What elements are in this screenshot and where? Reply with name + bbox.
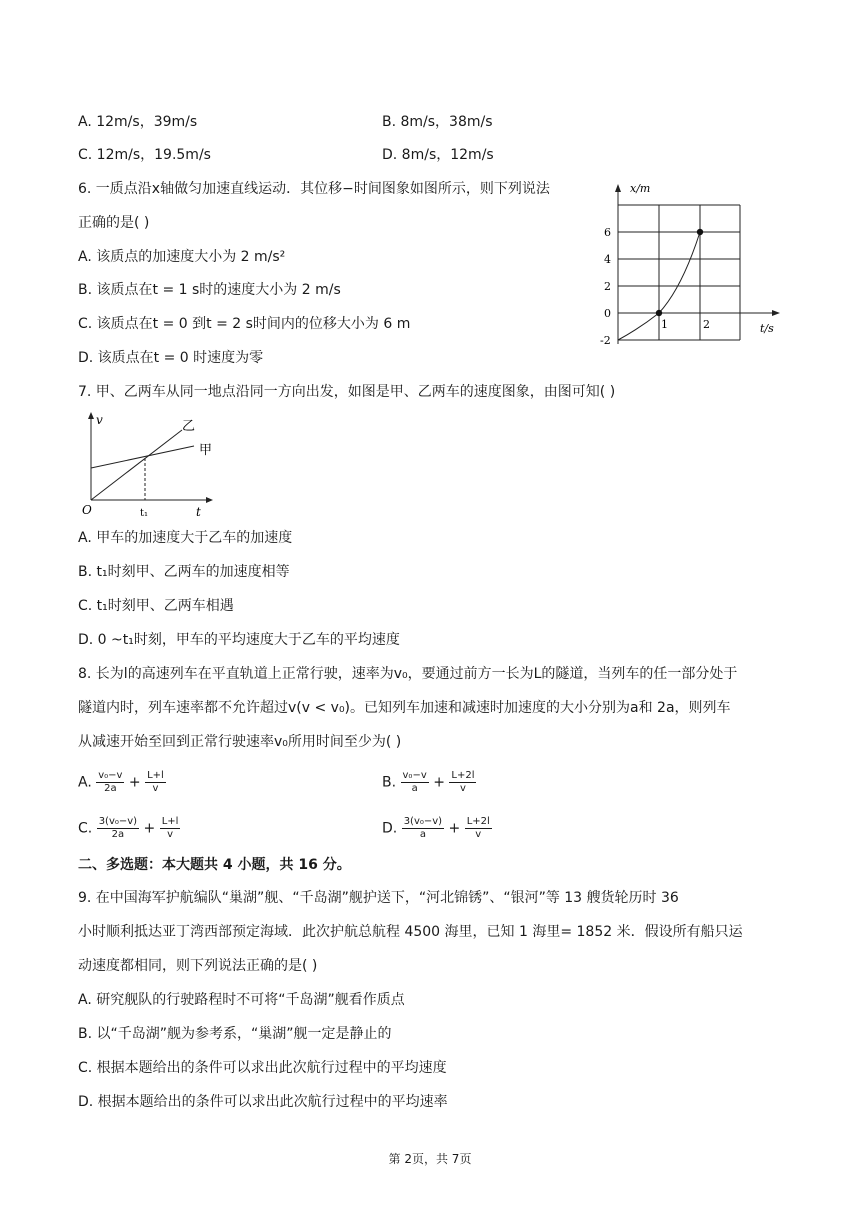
- q8-stem-line1: 8. 长为l的高速列车在平直轨道上正常行驶，速率为v₀，要通过前方一长为L的隧道，当列车的任一部分处于: [78, 666, 738, 682]
- q8-stem-line2: 隧道内时，列车速率都不允许超过v(v < v₀)。已知列车加速和减速时加速度的大小分别为a和 2a，则列车: [78, 700, 731, 716]
- page-footer: 第 2页，共 7页: [388, 1152, 472, 1166]
- q8-option-d-frac2: $\frac{L+2l}{v}$: [466, 816, 490, 840]
- q5-option-a: A. 12m/s，39m/s: [78, 114, 198, 130]
- q7-v-label: v: [96, 413, 103, 427]
- q7-t-label: t: [196, 505, 201, 519]
- q6-x-label: t/s: [760, 322, 774, 335]
- q6-option-a: A. 该质点的加速度大小为 2 m/s²: [78, 249, 286, 265]
- q6-ytick-4: 4: [604, 253, 611, 266]
- q5-option-d: D. 8m/s，12m/s: [382, 147, 494, 163]
- q9-option-b: B. 以“千岛湖”舰为参考系，“巢湖”舰一定是静止的: [78, 1026, 392, 1042]
- q6-x-arrow: [772, 310, 780, 316]
- q6-xt-graph: [590, 178, 790, 350]
- q7-stem: 7. 甲、乙两车从同一地点沿同一方向出发，如图是甲、乙两车的速度图象，由图可知( ): [78, 384, 616, 400]
- q7-option-a: A. 甲车的加速度大于乙车的加速度: [78, 530, 293, 546]
- q6-y-arrow: [615, 184, 621, 192]
- q6-option-d: D. 该质点在t = 0 时速度为零: [78, 350, 264, 366]
- q8-option-d-frac1: $\frac{\text{3(v₀−v)}}{a}$: [403, 816, 443, 840]
- q5-option-c: C. 12m/s，19.5m/s: [78, 147, 211, 163]
- q6-xtick-1: 1: [661, 318, 668, 331]
- q8-option-c-label: C.: [78, 820, 93, 837]
- q9-option-a: A. 研究舰队的行驶路程时不可将“千岛湖”舰看作质点: [78, 992, 405, 1008]
- q9-stem-line3: 动速度都相同，则下列说法正确的是( ): [78, 958, 318, 974]
- q8-option-b: B. $\frac{\text{v₀−v}}{a}$ + $\frac{L+2l}{v}$: [382, 770, 475, 794]
- q6-ytick-neg2: -2: [600, 334, 611, 347]
- q8-option-d: D. $\frac{\text{3(v₀−v)}}{a}$ + $\frac{L+2l}{v}$: [382, 816, 490, 840]
- q8-option-d-label: D.: [382, 820, 398, 837]
- q7-vt-graph: [82, 410, 222, 522]
- q6-stem-line1: 6. 一质点沿x轴做匀加速直线运动．其位移−时间图象如图所示，则下列说法: [78, 181, 550, 197]
- q6-y-label: x/m: [630, 182, 651, 195]
- q7-jia-label: 甲: [199, 443, 213, 458]
- q8-option-b-frac1: $\frac{\text{v₀−v}}{a}$: [402, 770, 427, 794]
- q8-option-c: C. $\frac{\text{3(v₀−v)}}{2a}$ + $\frac{L+l}{v}$: [78, 816, 179, 840]
- q8-option-c-frac2: $\frac{L+l}{v}$: [161, 816, 179, 840]
- q8-option-a: A. $\frac{\text{v₀−v}}{2a}$ + $\frac{L+l}{v}$: [78, 770, 164, 794]
- q7-option-d: D. 0 ~t₁时刻，甲车的平均速度大于乙车的平均速度: [78, 632, 400, 648]
- q6-xtick-2: 2: [703, 318, 710, 331]
- q6-grid: [618, 205, 740, 340]
- q6-option-c: C. 该质点在t = 0 到t = 2 s时间内的位移大小为 6 m: [78, 316, 411, 332]
- q9-option-c: C. 根据本题给出的条件可以求出此次航行过程中的平均速度: [78, 1060, 447, 1076]
- q8-option-a-frac2: $\frac{L+l}{v}$: [147, 770, 164, 794]
- q8-option-b-frac2: $\frac{L+2l}{v}$: [451, 770, 475, 794]
- q8-option-a-frac1: $\frac{\text{v₀−v}}{2a}$: [98, 770, 123, 794]
- q8-stem-line3: 从减速开始至回到正常行驶速率v₀所用时间至少为( ): [78, 734, 402, 750]
- q8-option-a-label: A.: [78, 774, 92, 791]
- section-2-heading: 二、多选题：本大题共 4 小题，共 16 分。: [78, 857, 351, 873]
- q7-line-jia: [91, 446, 194, 468]
- q6-stem-line2: 正确的是( ): [78, 215, 150, 231]
- q9-stem-line1: 9. 在中国海军护航编队“巢湖”舰、“千岛湖”舰护送下，“河北锦锈”、“银河”等 13 艘货轮历时 36: [78, 890, 679, 906]
- q6-point-1: [656, 310, 662, 316]
- q5-option-b: B. 8m/s，38m/s: [382, 114, 493, 130]
- q6-ytick-2: 2: [604, 280, 611, 293]
- q8-option-b-label: B.: [382, 774, 397, 791]
- q6-point-2: [697, 229, 703, 235]
- q8-option-c-frac1: $\frac{\text{3(v₀−v)}}{2a}$: [98, 816, 138, 840]
- q6-ytick-6: 6: [604, 226, 611, 239]
- q6-ytick-0: 0: [604, 307, 611, 320]
- q7-t-arrow: [206, 497, 213, 503]
- q9-stem-line2: 小时顺利抵达亚丁湾西部预定海域．此次护航总航程 4500 海里，已知 1 海里= 1852 米．假设所有船只运: [78, 924, 743, 940]
- q7-origin-label: O: [82, 503, 92, 517]
- q7-t1-label: t₁: [140, 508, 149, 519]
- q7-yi-label: 乙: [182, 419, 196, 434]
- q6-option-b: B. 该质点在t = 1 s时的速度大小为 2 m/s: [78, 282, 341, 298]
- q7-option-c: C. t₁时刻甲、乙两车相遇: [78, 598, 234, 614]
- q7-option-b: B. t₁时刻甲、乙两车的加速度相等: [78, 564, 290, 580]
- q9-option-d: D. 根据本题给出的条件可以求出此次航行过程中的平均速率: [78, 1094, 448, 1110]
- q7-v-arrow: [88, 412, 94, 419]
